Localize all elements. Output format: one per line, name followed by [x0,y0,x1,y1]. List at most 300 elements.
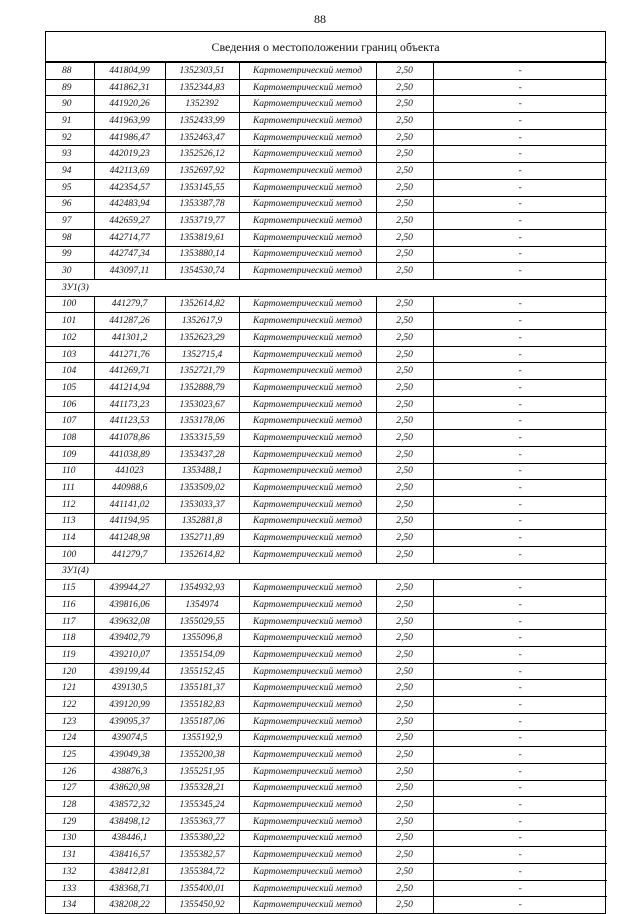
note-cell: - [433,396,607,413]
x-coordinate-cell: 438876,3 [94,763,165,780]
x-coordinate-cell: 438368,71 [94,880,165,897]
method-cell: Картометрический метод [239,179,376,196]
method-cell: Картометрический метод [239,396,376,413]
note-cell: - [433,797,607,814]
table-row [46,129,607,146]
method-cell: Картометрический метод [239,480,376,497]
x-coordinate-cell: 438208,22 [94,897,165,913]
point-number-cell: 104 [46,363,94,380]
method-cell: Картометрический метод [239,313,376,330]
note-cell: - [433,864,607,881]
method-cell: Картометрический метод [239,213,376,230]
point-number-cell: 108 [46,430,94,447]
precision-cell: 2,50 [376,229,433,246]
point-number-cell: 94 [46,163,94,180]
y-coordinate-cell: 1355192,9 [165,730,239,747]
table-row [46,296,607,313]
precision-cell: 2,50 [376,129,433,146]
note-cell: - [433,79,607,96]
method-cell: Картометрический метод [239,513,376,530]
note-cell: - [433,897,607,913]
precision-cell: 2,50 [376,179,433,196]
precision-cell: 2,50 [376,480,433,497]
method-cell: Картометрический метод [239,63,376,80]
table-row [46,763,607,780]
note-cell: - [433,430,607,447]
precision-cell: 2,50 [376,680,433,697]
x-coordinate-cell: 439049,38 [94,747,165,764]
table-row [46,346,607,363]
x-coordinate-cell: 439816,06 [94,597,165,614]
x-coordinate-cell: 442113,69 [94,163,165,180]
section-row [46,563,607,580]
note-cell: - [433,413,607,430]
note-cell: - [433,363,607,380]
method-cell: Картометрический метод [239,647,376,664]
table-row [46,897,607,913]
table-row [46,163,607,180]
note-cell: - [433,880,607,897]
x-coordinate-cell: 441269,71 [94,363,165,380]
table-row [46,146,607,163]
precision-cell: 2,50 [376,713,433,730]
table-row [46,63,607,80]
point-number-cell: 124 [46,730,94,747]
x-coordinate-cell: 441248,98 [94,530,165,547]
point-number-cell: 132 [46,864,94,881]
precision-cell: 2,50 [376,446,433,463]
method-cell: Картометрический метод [239,613,376,630]
table-row [46,830,607,847]
x-coordinate-cell: 439199,44 [94,663,165,680]
method-cell: Картометрический метод [239,146,376,163]
precision-cell: 2,50 [376,630,433,647]
table-row [46,680,607,697]
y-coordinate-cell: 1355380,22 [165,830,239,847]
point-number-cell: 92 [46,129,94,146]
table-row [46,196,607,213]
x-coordinate-cell: 442019,23 [94,146,165,163]
table-row [46,864,607,881]
method-cell: Картометрический метод [239,96,376,113]
point-number-cell: 127 [46,780,94,797]
table-row [46,313,607,330]
precision-cell: 2,50 [376,63,433,80]
note-cell: - [433,146,607,163]
table-row [46,597,607,614]
method-cell: Картометрический метод [239,663,376,680]
y-coordinate-cell: 1353178,06 [165,413,239,430]
y-coordinate-cell: 1355382,57 [165,847,239,864]
y-coordinate-cell: 1352463,47 [165,129,239,146]
table-row [46,413,607,430]
x-coordinate-cell: 441141,02 [94,496,165,513]
note-cell: - [433,597,607,614]
precision-cell: 2,50 [376,413,433,430]
point-number-cell: 97 [46,213,94,230]
table-row [46,880,607,897]
boundary-table-sheet [45,31,606,914]
table-row [46,546,607,563]
y-coordinate-cell: 1355251,95 [165,763,239,780]
note-cell: - [433,813,607,830]
precision-cell: 2,50 [376,647,433,664]
table-row [46,363,607,380]
coordinates-table-body [46,63,607,914]
point-number-cell: 112 [46,496,94,513]
method-cell: Картометрический метод [239,296,376,313]
table-row [46,380,607,397]
y-coordinate-cell: 1355154,09 [165,647,239,664]
precision-cell: 2,50 [376,96,433,113]
table-row [46,430,607,447]
point-number-cell: 105 [46,380,94,397]
y-coordinate-cell: 1355363,77 [165,813,239,830]
table-row [46,697,607,714]
point-number-cell: 101 [46,313,94,330]
precision-cell: 2,50 [376,363,433,380]
point-number-cell: 117 [46,613,94,630]
point-number-cell: 131 [46,847,94,864]
table-row [46,797,607,814]
precision-cell: 2,50 [376,780,433,797]
method-cell: Картометрический метод [239,897,376,913]
precision-cell: 2,50 [376,663,433,680]
note-cell: - [433,113,607,130]
precision-cell: 2,50 [376,864,433,881]
note-cell: - [433,263,607,280]
y-coordinate-cell: 1353387,78 [165,196,239,213]
precision-cell: 2,50 [376,430,433,447]
point-number-cell: 96 [46,196,94,213]
point-number-cell: 125 [46,747,94,764]
method-cell: Картометрический метод [239,580,376,597]
method-cell: Картометрический метод [239,730,376,747]
table-row [46,96,607,113]
x-coordinate-cell: 439402,79 [94,630,165,647]
point-number-cell: 100 [46,546,94,563]
point-number-cell: 99 [46,246,94,263]
x-coordinate-cell: 438416,57 [94,847,165,864]
precision-cell: 2,50 [376,380,433,397]
y-coordinate-cell: 1352697,92 [165,163,239,180]
y-coordinate-cell: 1354530,74 [165,263,239,280]
table-row [46,713,607,730]
note-cell: - [433,380,607,397]
precision-cell: 2,50 [376,580,433,597]
point-number-cell: 116 [46,597,94,614]
point-number-cell: 115 [46,580,94,597]
method-cell: Картометрический метод [239,196,376,213]
x-coordinate-cell: 439130,5 [94,680,165,697]
method-cell: Картометрический метод [239,546,376,563]
note-cell: - [433,530,607,547]
table-row [46,330,607,347]
y-coordinate-cell: 1352715,4 [165,346,239,363]
table-row [46,847,607,864]
precision-cell: 2,50 [376,346,433,363]
note-cell: - [433,647,607,664]
y-coordinate-cell: 1352433,99 [165,113,239,130]
point-number-cell: 109 [46,446,94,463]
y-coordinate-cell: 1355400,01 [165,880,239,897]
method-cell: Картометрический метод [239,697,376,714]
table-row [46,663,607,680]
y-coordinate-cell: 1355345,24 [165,797,239,814]
y-coordinate-cell: 1352711,89 [165,530,239,547]
precision-cell: 2,50 [376,146,433,163]
x-coordinate-cell: 441862,31 [94,79,165,96]
x-coordinate-cell: 442714,77 [94,229,165,246]
precision-cell: 2,50 [376,730,433,747]
point-number-cell: 102 [46,330,94,347]
method-cell: Картометрический метод [239,380,376,397]
table-row [46,113,607,130]
precision-cell: 2,50 [376,263,433,280]
point-number-cell: 122 [46,697,94,714]
x-coordinate-cell: 441023 [94,463,165,480]
method-cell: Картометрический метод [239,229,376,246]
note-cell: - [433,730,607,747]
precision-cell: 2,50 [376,830,433,847]
note-cell: - [433,96,607,113]
note-cell: - [433,330,607,347]
point-number-cell: 98 [46,229,94,246]
x-coordinate-cell: 440988,6 [94,480,165,497]
note-cell: - [433,663,607,680]
note-cell: - [433,613,607,630]
note-cell: - [433,780,607,797]
point-number-cell: 100 [46,296,94,313]
method-cell: Картометрический метод [239,747,376,764]
table-row [46,179,607,196]
table-row [46,79,607,96]
point-number-cell: 95 [46,179,94,196]
method-cell: Картометрический метод [239,496,376,513]
table-row [46,496,607,513]
y-coordinate-cell: 1353023,67 [165,396,239,413]
x-coordinate-cell: 441194,95 [94,513,165,530]
note-cell: - [433,697,607,714]
y-coordinate-cell: 1354932,93 [165,580,239,597]
y-coordinate-cell: 1355182,83 [165,697,239,714]
precision-cell: 2,50 [376,613,433,630]
x-coordinate-cell: 441963,99 [94,113,165,130]
x-coordinate-cell: 439210,07 [94,647,165,664]
page-number: 88 [314,12,326,26]
x-coordinate-cell: 439120,99 [94,697,165,714]
precision-cell: 2,50 [376,697,433,714]
x-coordinate-cell: 439095,37 [94,713,165,730]
section-row [46,279,607,296]
y-coordinate-cell: 1355450,92 [165,897,239,913]
y-coordinate-cell: 1352617,9 [165,313,239,330]
method-cell: Картометрический метод [239,780,376,797]
method-cell: Картометрический метод [239,864,376,881]
x-coordinate-cell: 439632,08 [94,613,165,630]
x-coordinate-cell: 438498,12 [94,813,165,830]
table-row [46,613,607,630]
note-cell: - [433,747,607,764]
table-row [46,213,607,230]
table-row [46,630,607,647]
y-coordinate-cell: 1353437,28 [165,446,239,463]
method-cell: Картометрический метод [239,680,376,697]
y-coordinate-cell: 1352392 [165,96,239,113]
method-cell: Картометрический метод [239,330,376,347]
x-coordinate-cell: 438412,81 [94,864,165,881]
point-number-cell: 106 [46,396,94,413]
note-cell: - [433,513,607,530]
point-number-cell: 91 [46,113,94,130]
note-cell: - [433,246,607,263]
precision-cell: 2,50 [376,747,433,764]
precision-cell: 2,50 [376,546,433,563]
method-cell: Картометрический метод [239,797,376,814]
x-coordinate-cell: 438446,1 [94,830,165,847]
note-cell: - [433,680,607,697]
x-coordinate-cell: 438572,32 [94,797,165,814]
point-number-cell: 111 [46,480,94,497]
coordinates-table [46,62,607,913]
method-cell: Картометрический метод [239,446,376,463]
note-cell: - [433,213,607,230]
precision-cell: 2,50 [376,313,433,330]
method-cell: Картометрический метод [239,630,376,647]
y-coordinate-cell: 1355200,38 [165,747,239,764]
y-coordinate-cell: 1352614,82 [165,296,239,313]
precision-cell: 2,50 [376,463,433,480]
point-number-cell: 120 [46,663,94,680]
note-cell: - [433,229,607,246]
x-coordinate-cell: 442354,57 [94,179,165,196]
table-row [46,446,607,463]
y-coordinate-cell: 1353145,55 [165,179,239,196]
note-cell: - [433,446,607,463]
point-number-cell: 30 [46,263,94,280]
x-coordinate-cell: 441078,86 [94,430,165,447]
y-coordinate-cell: 1355384,72 [165,864,239,881]
note-cell: - [433,346,607,363]
precision-cell: 2,50 [376,513,433,530]
precision-cell: 2,50 [376,246,433,263]
note-cell: - [433,163,607,180]
note-cell: - [433,463,607,480]
method-cell: Картометрический метод [239,813,376,830]
x-coordinate-cell: 441123,53 [94,413,165,430]
method-cell: Картометрический метод [239,763,376,780]
precision-cell: 2,50 [376,196,433,213]
table-row [46,229,607,246]
precision-cell: 2,50 [376,813,433,830]
y-coordinate-cell: 1354974 [165,597,239,614]
x-coordinate-cell: 441038,89 [94,446,165,463]
table-title: Сведения о местоположении границ объекта [46,32,605,62]
y-coordinate-cell: 1355096,8 [165,630,239,647]
note-cell: - [433,480,607,497]
method-cell: Картометрический метод [239,346,376,363]
table-row [46,513,607,530]
table-row [46,813,607,830]
x-coordinate-cell: 441173,23 [94,396,165,413]
y-coordinate-cell: 1353509,02 [165,480,239,497]
point-number-cell: 128 [46,797,94,814]
y-coordinate-cell: 1352888,79 [165,380,239,397]
method-cell: Картометрический метод [239,246,376,263]
method-cell: Картометрический метод [239,847,376,864]
point-number-cell: 134 [46,897,94,913]
point-number-cell: 123 [46,713,94,730]
y-coordinate-cell: 1355152,45 [165,663,239,680]
point-number-cell: 126 [46,763,94,780]
y-coordinate-cell: 1355328,21 [165,780,239,797]
y-coordinate-cell: 1355029,55 [165,613,239,630]
precision-cell: 2,50 [376,79,433,96]
x-coordinate-cell: 439944,27 [94,580,165,597]
table-row [46,480,607,497]
point-number-cell: 93 [46,146,94,163]
x-coordinate-cell: 442483,94 [94,196,165,213]
precision-cell: 2,50 [376,330,433,347]
y-coordinate-cell: 1353033,37 [165,496,239,513]
x-coordinate-cell: 443097,11 [94,263,165,280]
table-row [46,647,607,664]
precision-cell: 2,50 [376,797,433,814]
table-row [46,730,607,747]
y-coordinate-cell: 1352623,29 [165,330,239,347]
y-coordinate-cell: 1352614,82 [165,546,239,563]
note-cell: - [433,179,607,196]
table-row [46,263,607,280]
y-coordinate-cell: 1353880,14 [165,246,239,263]
x-coordinate-cell: 441301,2 [94,330,165,347]
x-coordinate-cell: 438620,98 [94,780,165,797]
method-cell: Картометрический метод [239,263,376,280]
x-coordinate-cell: 441271,76 [94,346,165,363]
note-cell: - [433,713,607,730]
point-number-cell: 113 [46,513,94,530]
method-cell: Картометрический метод [239,830,376,847]
section-label: ЗУ1(4) [46,563,607,580]
point-number-cell: 129 [46,813,94,830]
table-row [46,747,607,764]
y-coordinate-cell: 1355181,37 [165,680,239,697]
precision-cell: 2,50 [376,530,433,547]
precision-cell: 2,50 [376,396,433,413]
note-cell: - [433,196,607,213]
method-cell: Картометрический метод [239,363,376,380]
precision-cell: 2,50 [376,597,433,614]
x-coordinate-cell: 441279,7 [94,296,165,313]
note-cell: - [433,313,607,330]
method-cell: Картометрический метод [239,713,376,730]
table-row [46,580,607,597]
method-cell: Картометрический метод [239,79,376,96]
point-number-cell: 110 [46,463,94,480]
point-number-cell: 89 [46,79,94,96]
x-coordinate-cell: 441214,94 [94,380,165,397]
y-coordinate-cell: 1352526,12 [165,146,239,163]
y-coordinate-cell: 1353819,61 [165,229,239,246]
table-row [46,530,607,547]
point-number-cell: 119 [46,647,94,664]
y-coordinate-cell: 1353719,77 [165,213,239,230]
x-coordinate-cell: 441920,26 [94,96,165,113]
table-row [46,780,607,797]
method-cell: Картометрический метод [239,880,376,897]
method-cell: Картометрический метод [239,129,376,146]
precision-cell: 2,50 [376,880,433,897]
